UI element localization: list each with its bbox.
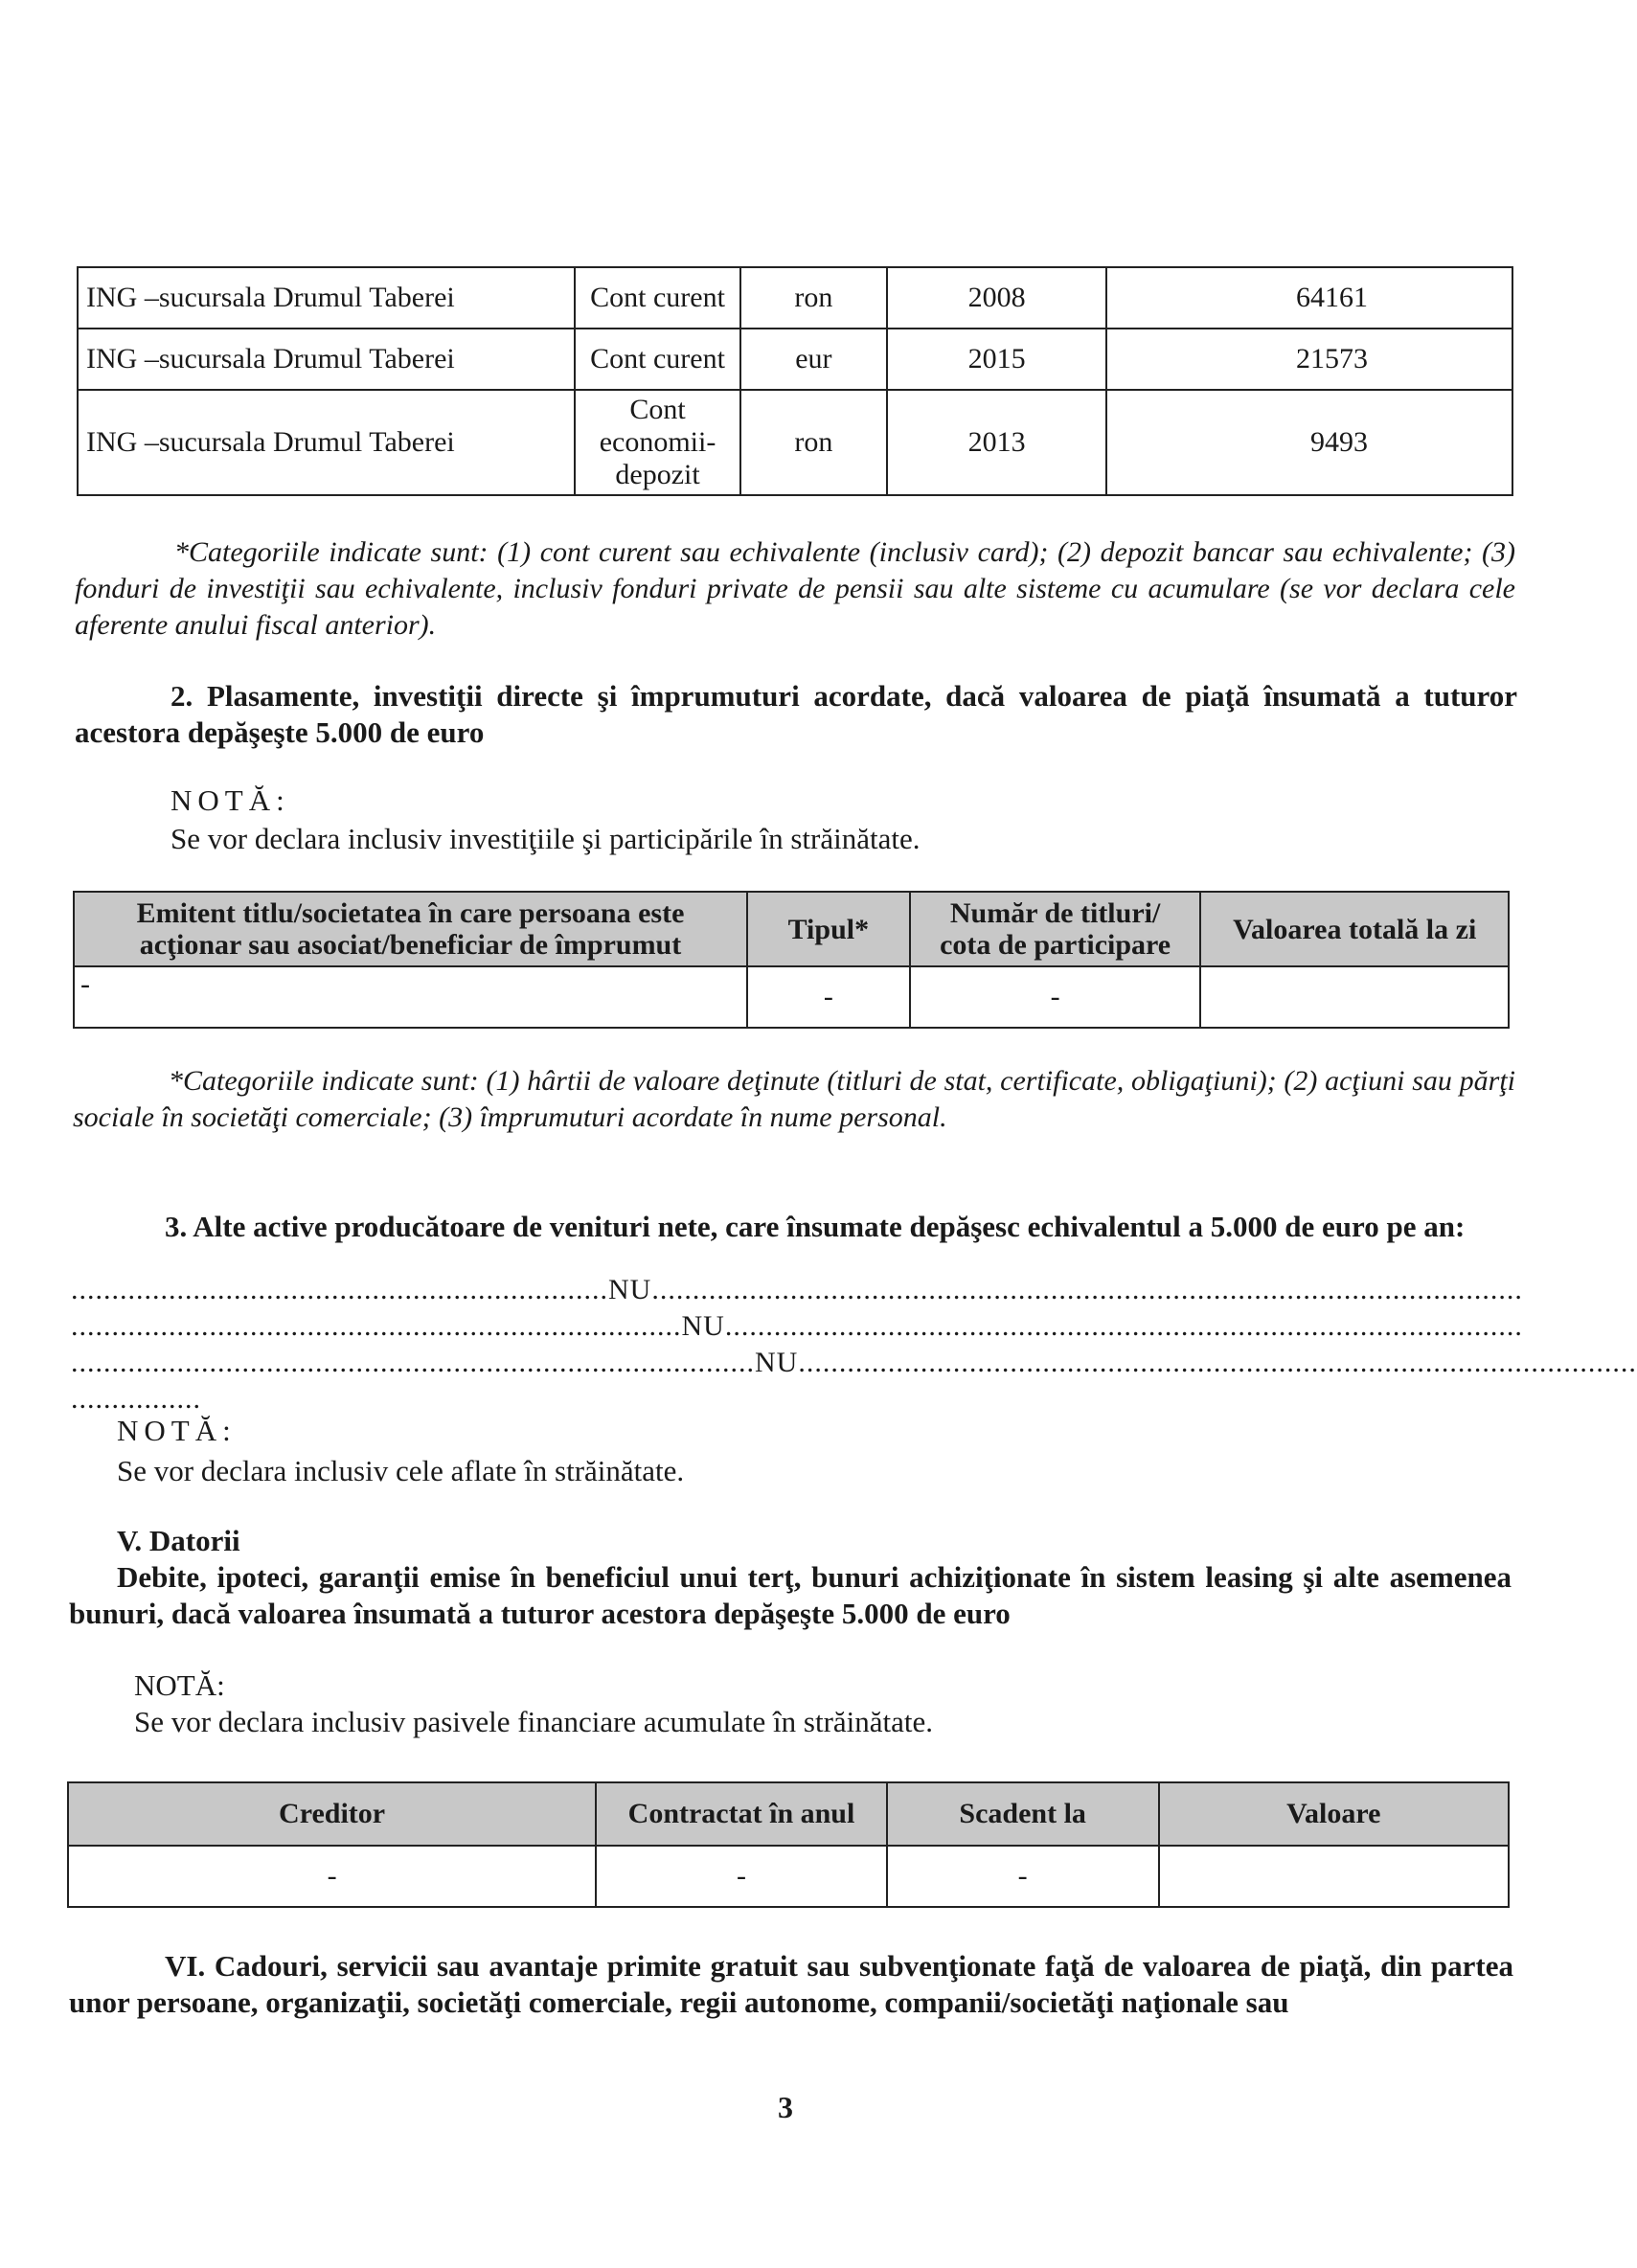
table-cell [1200, 966, 1509, 1028]
balance-cell: 21573 [1106, 329, 1512, 390]
accounts-footnote: *Categoriile indicate sunt: (1) cont curent sau echivalente (inclusiv card); (2) depozit bancar sau echivalente; (3) fonduri de investiţii sau echivalente, inclusiv fonduri private de pensii sau alte sisteme cu acumulare (se vor declara cele aferente anului fiscal anterior). [75, 536, 1515, 641]
institution-cell: ING –sucursala Drumul Taberei [78, 267, 575, 329]
year-cell: 2008 [887, 267, 1107, 329]
table-row [78, 329, 1512, 390]
account-type-line: economii- [599, 426, 716, 458]
account-type-cell [575, 390, 740, 495]
column-header: Contractat în anul [596, 1782, 887, 1846]
year-cell: 2015 [887, 329, 1107, 390]
table-row [78, 267, 1512, 329]
table-row [78, 390, 1512, 495]
column-header: Tipul* [747, 892, 910, 966]
account-type-line: depozit [615, 459, 700, 490]
table-cell [1159, 1846, 1510, 1907]
answer-line: ..................................................................NU........................................................................................................... [71, 1274, 1523, 1305]
answer-text: NU [608, 1274, 652, 1305]
account-type-cell: Cont curent [575, 329, 740, 390]
balance-cell: 9493 [1106, 390, 1512, 495]
currency-cell: ron [740, 390, 887, 495]
section-3-title: 3. Alte active producătoare de venituri nete, care însumate depăşesc echivalentul a 5.000 de euro pe an: [165, 1210, 1466, 1243]
nota-heading: NOTĂ: [117, 1414, 237, 1447]
nota-heading: NOTĂ: [171, 783, 290, 817]
table-cell: - [887, 1846, 1159, 1907]
table-row [74, 966, 1509, 1028]
table-row [68, 1846, 1509, 1907]
table-cell: - [74, 966, 747, 1028]
column-header: Valoarea totală la zi [1200, 892, 1509, 966]
table-cell: - [747, 966, 910, 1028]
answer-text: NU [681, 1310, 725, 1342]
account-type-line: Cont [629, 394, 686, 425]
institution-cell: ING –sucursala Drumul Taberei [78, 329, 575, 390]
nota-heading: NOTĂ: [134, 1668, 225, 1702]
nota-text: Se vor declara inclusiv pasivele financiare acumulate în străinătate. [134, 1705, 934, 1738]
section-2-title: 2. Plasamente, investiţii directe şi împrumuturi acordate, dacă valoarea de piaţă însumată a tuturor acestora depăşeşte 5.000 de euro [75, 679, 1517, 749]
nota-text: Se vor declara inclusiv investiţiile şi participările în străinătate. [171, 822, 921, 855]
balance-cell: 64161 [1106, 267, 1512, 329]
table-cell: - [910, 966, 1201, 1028]
institution-cell: ING –sucursala Drumul Taberei [78, 390, 575, 495]
debts-table [67, 1781, 1510, 1908]
account-type-cell: Cont curent [575, 267, 740, 329]
answer-line: ................ [71, 1383, 201, 1415]
currency-cell: eur [740, 329, 887, 390]
table-header-row [74, 892, 1509, 966]
answer-line: ....................................................................................NU....................................................................................................... [71, 1347, 1637, 1378]
answer-line: ...........................................................................NU.................................................................................................. [71, 1310, 1523, 1342]
column-header: Creditor [68, 1782, 596, 1846]
column-header: Scadent la [887, 1782, 1159, 1846]
answer-text: NU [755, 1347, 799, 1378]
accounts-table [77, 266, 1513, 496]
column-header: Emitent titlu/societatea în care persoana este acţionar sau asociat/beneficiar de împrumut [74, 892, 747, 966]
page-number: 3 [778, 2090, 793, 2124]
table-cell: - [68, 1846, 596, 1907]
investments-footnote: *Categoriile indicate sunt: (1) hârtii de valoare deţinute (titluri de stat, certificate, obligaţiuni); (2) acţiuni sau părţi sociale în societăţi comerciale; (3) împrumuturi acordate în nume personal. [73, 1065, 1515, 1133]
column-header: Valoare [1159, 1782, 1510, 1846]
section-v-heading: V. Datorii [117, 1524, 240, 1557]
table-header-row [68, 1782, 1509, 1846]
year-cell: 2013 [887, 390, 1107, 495]
nota-text: Se vor declara inclusiv cele aflate în străinătate. [117, 1454, 685, 1487]
investments-table [73, 891, 1510, 1029]
section-vi-title: VI. Cadouri, servicii sau avantaje primite gratuit sau subvenţionate faţă de valoarea de piaţă, din partea unor persoane, organizaţii, societăţi comerciale, regii autonome, companii/societăţi naţionale sau [69, 1949, 1513, 2019]
currency-cell: ron [740, 267, 887, 329]
section-v-title: Debite, ipoteci, garanţii emise în beneficiul unui terţ, bunuri achiziţionate în sistem leasing şi alte asemenea bunuri, dacă valoarea însumată a tuturor acestora depăşeşte 5.000 de euro [69, 1560, 1512, 1630]
column-header: Număr de titluri/ cota de participare [910, 892, 1201, 966]
table-cell: - [596, 1846, 887, 1907]
